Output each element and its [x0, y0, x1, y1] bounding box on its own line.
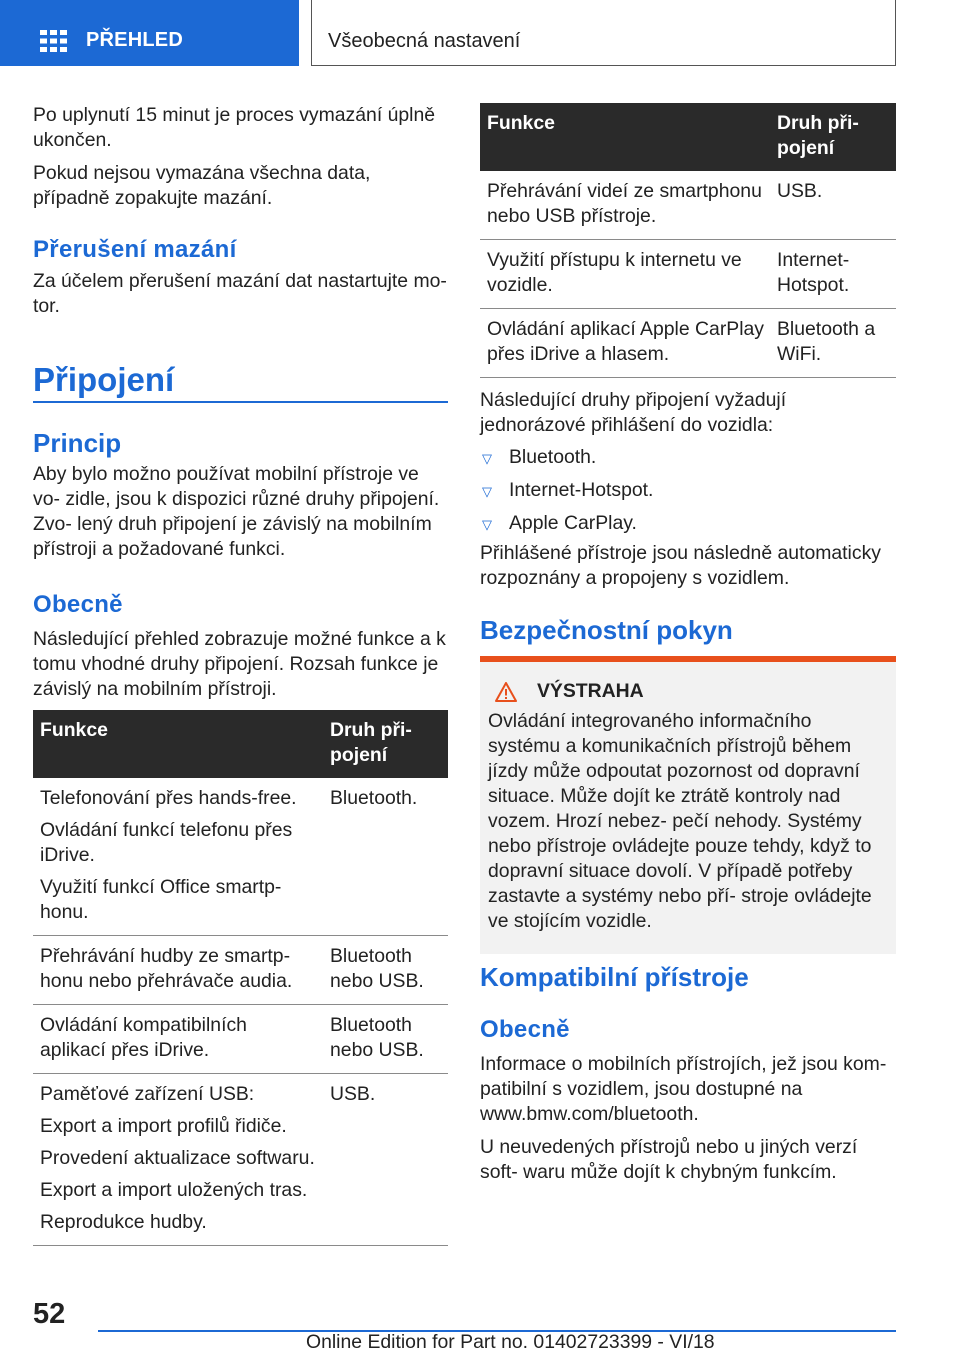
heading-safety: Bezpečnostní pokyn: [480, 615, 733, 645]
grid-menu-icon: [40, 30, 67, 52]
warning-triangle-icon: [495, 682, 517, 702]
table-row: [480, 309, 896, 378]
table-cell: Využití přístupu k internetu ve vozidle.: [487, 249, 742, 296]
overview-nav-button[interactable]: [0, 0, 299, 66]
paragraph-general: Následující přehled zobrazuje možné funkce a k tomu vhodné druhy připojení. Rozsah funkce je závislý na mobilním přístroji.: [33, 628, 446, 700]
page-number: 52: [33, 1298, 66, 1330]
heading-general: Obecně: [33, 591, 123, 618]
table-cell: Bluetooth nebo USB.: [323, 936, 448, 1005]
heading-compatible-devices: Kompatibilní přístroje: [480, 962, 749, 992]
paragraph-principle: Aby bylo možno používat mobilní přístroje ve vo‐ zidle, jsou k dispozici různé druhy připojení. Zvo‐ lený druh připojení je závislý na mobilním přístroji a požadované funkci.: [33, 463, 440, 560]
heading-connection: Připojení: [33, 361, 175, 398]
paragraph-erase-complete: Po uplynutí 15 minut je proces vymazání úplně ukončen.: [33, 104, 436, 151]
table-cell: Ovládání kompatibilních aplikací přes iDrive.: [40, 1014, 247, 1061]
table-row: [33, 1074, 448, 1246]
list-item: ▽ Apple CarPlay.: [480, 511, 896, 537]
column-header-connection-type: Druh při‐ pojení: [323, 710, 448, 778]
table-cell: Přehrávání hudby ze smartp‐ honu nebo přehrávače audia.: [40, 945, 293, 992]
paragraph-interrupt-erase: Za účelem přerušení mazání dat nastartujte mo‐ tor.: [33, 270, 447, 317]
table-cell: Reprodukce hudby.: [40, 1211, 207, 1233]
list-item: ▽ Internet-Hotspot.: [480, 478, 896, 504]
table-cell: Telefonování přes hands-free.: [40, 787, 297, 809]
table-cell: Přehrávání videí ze smartphonu nebo USB přístroje.: [487, 180, 762, 227]
functions-table-1: [33, 710, 448, 1246]
warning-text: Ovládání integrovaného informačního systému a komunikačních přístrojů během jízdy může odpoutat pozornost od dopravní situace. Může dojít ke ztrátě kontroly nad vozem. Hrozí nebez‐ pečí nehody. Systémy nebo přístroje ovládejte pouze tehdy, když to dopravní situace dovolí. V případě potřeby zastavte a systémy nebo pří‐ stroje ovládejte ve stojícím vozidle.: [488, 710, 872, 932]
column-header-connection-type: Druh při‐ pojení: [770, 103, 896, 171]
table-row: [33, 936, 448, 1005]
heading-general-2: Obecně: [480, 1016, 570, 1043]
overview-nav-label: PŘEHLED: [86, 29, 183, 51]
column-header-function: Funkce: [480, 103, 770, 171]
table-cell: Ovládání funkcí telefonu přes iDrive.: [40, 819, 293, 866]
paragraph-login-required: Následující druhy připojení vyžadují jednorázové přihlášení do vozidla:: [480, 389, 787, 436]
bullet-triangle-icon: ▽: [482, 451, 492, 466]
paragraph-repeat-erase: Pokud nejsou vymazána všechna data, případně zopakujte mazání.: [33, 162, 371, 209]
list-item: ▽ Bluetooth.: [480, 445, 896, 471]
table-header-row: [33, 710, 448, 778]
table-cell: USB.: [770, 171, 896, 240]
table-cell: USB.: [323, 1074, 448, 1246]
table-row: [33, 1005, 448, 1074]
table-cell: Bluetooth a WiFi.: [770, 309, 896, 378]
table-cell: Provedení aktualizace softwaru.: [40, 1147, 315, 1169]
paragraph-compatible-info: Informace o mobilních přístrojích, jež jsou kom‐ patibilní s vozidlem, jsou dostupné na www.bmw.com/bluetooth.: [480, 1053, 887, 1125]
heading-interrupt-erase: Přerušení mazání: [33, 236, 237, 263]
table-cell: Využití funkcí Office smartp‐ honu.: [40, 876, 282, 923]
heading-principle: Princip: [33, 428, 122, 458]
warning-box: [480, 656, 896, 954]
functions-table-2: [480, 103, 896, 378]
connection-type-list: [480, 445, 896, 544]
table-cell: Bluetooth nebo USB.: [323, 1005, 448, 1074]
table-cell: Export a import uložených tras.: [40, 1179, 308, 1201]
table-row: [33, 778, 448, 936]
table-cell: Internet‐ Hotspot.: [770, 240, 896, 309]
section-rule: [33, 401, 448, 403]
footer-edition: Online Edition for Part no. 01402723399 - VI/18: [306, 1331, 715, 1353]
column-header-function: Funkce: [33, 710, 323, 778]
section-title: Všeobecná nastavení: [328, 30, 521, 52]
section-header[interactable]: [311, 0, 896, 66]
paragraph-registered-devices: Přihlášené přístroje jsou následně automaticky rozpoznány a propojeny s vozidlem.: [480, 542, 881, 589]
paragraph-other-devices: U neuvedených přístrojů nebo u jiných verzí soft‐ waru může dojít k chybným funkcím.: [480, 1136, 858, 1183]
table-header-row: [480, 103, 896, 171]
table-cell: Ovládání aplikací Apple CarPlay přes iDrive a hlasem.: [487, 318, 765, 365]
table-row: [480, 240, 896, 309]
table-cell: Export a import profilů řidiče.: [40, 1115, 287, 1137]
bullet-triangle-icon: ▽: [482, 484, 492, 499]
bullet-triangle-icon: ▽: [482, 517, 492, 532]
table-cell: Paměťové zařízení USB:: [40, 1083, 255, 1105]
warning-title: VÝSTRAHA: [495, 680, 888, 703]
table-row: [480, 171, 896, 240]
table-cell: Bluetooth.: [323, 778, 448, 936]
